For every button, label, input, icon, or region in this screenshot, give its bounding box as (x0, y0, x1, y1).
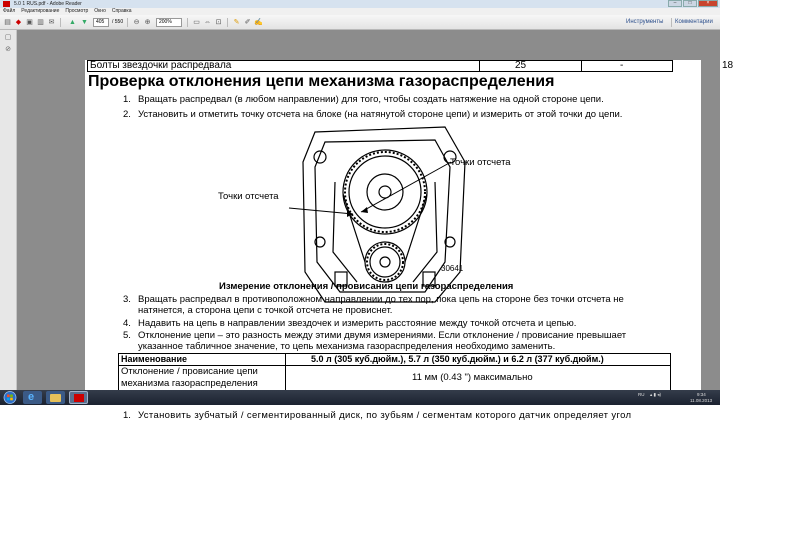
menu-file[interactable]: Файл (3, 8, 16, 14)
step-4-line-1: Надавить на цепь в направлении звездочек и измерить расстояние между точкой отсчета и цепью. (138, 318, 577, 329)
step-3-line-1: Вращать распредвал в противоположном направлении до тех пор, пока цепь на стороне без точки отсчета не (138, 294, 624, 305)
previous-page-icon[interactable]: ▲ (69, 19, 76, 26)
menu-window[interactable]: Окно (94, 8, 106, 14)
comment-icon[interactable]: ✎ (233, 19, 240, 26)
next-page-icon[interactable]: ▼ (81, 19, 88, 26)
spec-row-name-line-2: механизма газораспределения (121, 378, 258, 389)
top-row-value-2: - (620, 60, 624, 71)
spec-header-value: 5.0 л (305 куб.дюйм.), 5.7 л (350 куб.дюйм.) и 6.2 л (377 куб.дюйм.) (311, 354, 604, 364)
fit-page-icon[interactable]: ▭ (193, 19, 200, 26)
pages-panel-icon[interactable]: ▢ (4, 34, 12, 41)
figure-caption: Измерение отклонения / провисания цепи газораспределения (219, 281, 514, 292)
top-row-value-3: 18 (722, 60, 734, 71)
step-3-line-2: натянется, а сторона цепи с точкой отсчета не провиснет. (138, 305, 393, 316)
menu-help[interactable]: Справка (111, 8, 132, 14)
top-row-label: Болты звездочки распредвала (90, 60, 232, 71)
create-pdf-icon[interactable]: ◆ (15, 19, 22, 26)
top-row-value-1: 25 (515, 60, 527, 71)
menu-bar (0, 8, 720, 15)
figure-label-left: Точки отсчета (218, 191, 279, 202)
step-2-text: Установить и отметить точку отсчета на блоке (на натянутой стороне цепи) и измерить от этой точки до цепи. (138, 109, 623, 120)
fit-width-icon[interactable]: ⇔ (204, 19, 211, 26)
read-mode-icon[interactable]: ⊡ (215, 19, 222, 26)
zoom-select[interactable]: 200% (156, 18, 182, 27)
install-step-1-number: 1. (123, 410, 131, 421)
sign-icon[interactable]: ✍ (254, 19, 263, 26)
figure-number: 30641 (441, 264, 464, 273)
menu-edit[interactable]: Редактирование (21, 8, 60, 14)
tray-icons[interactable]: ▴ ▮ ◂) (650, 392, 661, 397)
step-4-number: 4. (123, 318, 131, 329)
step-5-number: 5. (123, 330, 131, 341)
window-controls (668, 0, 718, 8)
toolbar (0, 15, 720, 30)
step-1-number: 1. (123, 94, 131, 105)
comments-button[interactable]: Комментарии (675, 19, 713, 25)
highlight-icon[interactable]: ✐ (244, 19, 251, 26)
print-icon[interactable]: ▥ (37, 19, 44, 26)
start-button[interactable] (0, 390, 20, 405)
section-heading: Проверка отклонения цепи механизма газораспределения (88, 73, 555, 90)
step-5-line-2: указанное табличное значение, то цепь механизма газораспределения необходимо заменить. (138, 341, 556, 352)
open-icon[interactable]: ▤ (4, 19, 11, 26)
step-3-number: 3. (123, 294, 131, 305)
title-bar (0, 0, 720, 8)
clock-time[interactable]: 9:34 (697, 392, 706, 397)
taskbar (0, 390, 720, 405)
step-1-text: Вращать распредвал (в любом направлении) для того, чтобы создать натяжение на одной стороне цепи. (138, 94, 604, 105)
taskbar-adobe-reader-icon[interactable] (69, 391, 88, 404)
install-step-1-text: Установить зубчатый / сегментированный диск, по зубьям / сегментам которого датчик определяет угол (138, 410, 632, 421)
zoom-out-icon[interactable]: ⊖ (133, 19, 140, 26)
menu-view[interactable]: Просмотр (65, 8, 89, 14)
step-2-number: 2. (123, 109, 131, 120)
taskbar-explorer-icon[interactable] (46, 391, 65, 404)
taskbar-ie-icon[interactable]: e (23, 391, 42, 404)
page-number-input[interactable]: 405 (93, 18, 109, 27)
attachments-icon[interactable]: ⊘ (5, 46, 11, 53)
tools-button[interactable]: Инструменты (626, 19, 664, 25)
language-indicator[interactable]: RU (638, 392, 645, 397)
spec-row-name-line-1: Отклонение / провисание цепи (121, 366, 258, 377)
email-icon[interactable]: ✉ (48, 19, 55, 26)
figure-label-right: Точки отсчета (450, 157, 511, 168)
adobe-reader-icon (3, 1, 10, 7)
save-icon[interactable]: ▣ (26, 19, 33, 26)
window-title: 5.0 1 RUS.pdf - Adobe Reader (14, 1, 82, 7)
zoom-in-icon[interactable]: ⊕ (144, 19, 151, 26)
page-total: / 550 (112, 19, 124, 25)
spec-row-value: 11 мм (0.43 ") максимально (412, 372, 533, 383)
spec-header-name: Наименование (121, 354, 188, 364)
step-5-line-1: Отклонение цепи – это разность между этими двумя измерениями. Если отклонение / провисание превышает (138, 330, 627, 341)
minimize-button[interactable]: – (668, 0, 682, 7)
maximize-button[interactable]: □ (683, 0, 697, 7)
close-button[interactable]: × (698, 0, 718, 7)
navigation-pane (0, 30, 17, 390)
clock-date[interactable]: 11.08.2013 (690, 398, 713, 403)
